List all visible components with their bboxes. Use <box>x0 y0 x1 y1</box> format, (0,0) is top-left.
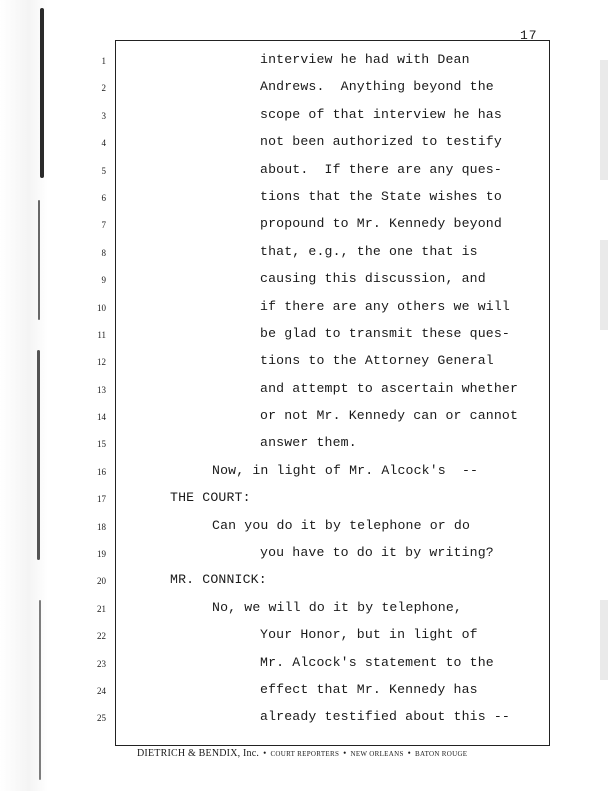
binding-edge <box>0 0 48 791</box>
transcript-line: Mr. Alcock's statement to the <box>260 654 494 670</box>
transcript-line: Can you do it by telephone or do <box>212 517 471 533</box>
transcript-line: interview he had with Dean <box>260 52 470 67</box>
line-number: 15 <box>97 439 106 450</box>
scan-noise <box>600 60 608 180</box>
transcript-line: Andrews. Anything beyond the <box>260 79 494 95</box>
binding-mark <box>38 200 40 320</box>
transcript-line: that, e.g., the one that is <box>260 243 478 259</box>
line-number: 19 <box>97 549 106 560</box>
binding-mark <box>40 8 44 178</box>
line-number: 16 <box>97 466 106 477</box>
line-number: 1 <box>101 56 106 66</box>
line-number: 20 <box>97 576 106 587</box>
transcript-line: not been authorized to testify <box>260 134 502 150</box>
line-number: 13 <box>97 384 106 395</box>
line-number: 12 <box>97 357 106 368</box>
line-number: 5 <box>101 165 106 176</box>
line-number: 2 <box>101 83 106 94</box>
footer-branch: BATON ROUGE <box>415 750 468 758</box>
line-number: 8 <box>101 247 106 258</box>
scan-noise <box>600 600 608 680</box>
line-number: 22 <box>97 631 106 642</box>
transcript-body <box>120 52 550 737</box>
transcript-line: Your Honor, but in light of <box>260 627 478 643</box>
transcript-line: effect that Mr. Kennedy has <box>260 681 478 697</box>
transcript-line: THE COURT: <box>170 490 251 506</box>
line-number: 17 <box>97 494 106 505</box>
transcript-line: be glad to transmit these ques- <box>260 325 510 341</box>
page-footer: DIETRICH & BENDIX, Inc. • COURT REPORTERS • NEW ORLEANS • BATON ROUGE <box>137 748 468 759</box>
line-number: 23 <box>97 658 106 669</box>
transcript-line: or not Mr. Kennedy can or cannot <box>260 408 519 424</box>
footer-firm: DIETRICH & BENDIX, Inc. <box>137 748 260 759</box>
footer-reporters: COURT REPORTERS <box>270 750 340 758</box>
line-number: 25 <box>97 713 106 724</box>
line-number: 9 <box>101 275 106 286</box>
line-number: 24 <box>97 685 106 696</box>
line-number: 14 <box>97 412 106 423</box>
line-number-column <box>82 56 106 741</box>
transcript-line: and attempt to ascertain whether <box>260 380 519 396</box>
line-number: 4 <box>101 138 106 149</box>
transcript-line: scope of that interview he has <box>260 106 502 122</box>
transcript-line: if there are any others we will <box>260 298 510 314</box>
line-number: 11 <box>97 329 106 340</box>
transcript-line: causing this discussion, and <box>260 271 486 287</box>
transcript-line: tions that the State wishes to <box>260 188 502 204</box>
transcript-line: No, we will do it by telephone, <box>212 599 462 615</box>
transcript-line: Now, in light of Mr. Alcock's -- <box>212 462 479 478</box>
binding-mark <box>39 600 41 780</box>
transcript-line: MR. CONNICK: <box>170 572 267 588</box>
line-number: 3 <box>101 110 106 121</box>
line-number: 7 <box>101 220 106 231</box>
binding-mark <box>37 350 40 560</box>
line-number: 6 <box>101 192 106 203</box>
scan-noise <box>600 240 608 330</box>
transcript-line: you have to do it by writing? <box>260 545 494 561</box>
line-number: 10 <box>97 302 106 313</box>
transcript-line: answer them. <box>260 435 357 451</box>
transcript-line: already testified about this -- <box>260 709 510 725</box>
transcript-line: about. If there are any ques- <box>260 161 502 177</box>
footer-city: NEW ORLEANS <box>350 750 404 758</box>
line-number: 21 <box>97 603 106 614</box>
transcript-line: tions to the Attorney General <box>260 353 494 369</box>
page-number: 17 <box>520 28 538 43</box>
line-number: 18 <box>97 521 106 532</box>
transcript-line: propound to Mr. Kennedy beyond <box>260 216 502 232</box>
